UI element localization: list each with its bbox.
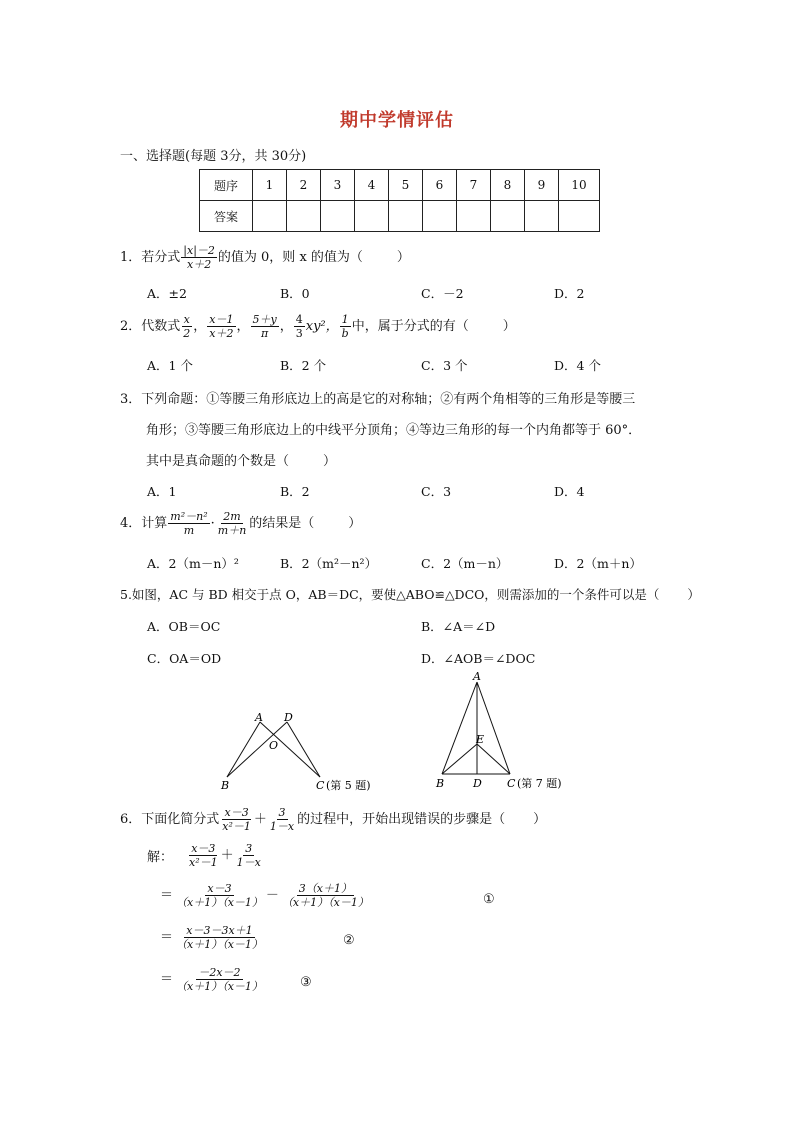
q5-option-d[interactable]: D．∠AOB＝∠DOC [421, 651, 536, 666]
step-marker-2: ② [343, 933, 355, 948]
q1-option-b[interactable]: B．0 [280, 286, 310, 301]
q4-option-a[interactable]: A．2（m－n）² [147, 556, 239, 571]
fig7-label-c: C [507, 777, 516, 790]
q1-option-c[interactable]: C．－2 [421, 286, 464, 301]
answer-cell-10[interactable] [559, 201, 600, 232]
q4-prefix: 4．计算 [120, 516, 168, 531]
table-cell-number: 6 [423, 170, 457, 201]
fig5-label-a: A [255, 711, 263, 724]
answer-cell-2[interactable] [287, 201, 321, 232]
q6-prefix: 6．下面化简分式 [120, 812, 220, 827]
q6-suffix: 的过程中，开始出现错误的步骤是（ [297, 812, 506, 827]
question-4: 4．计算 $\frac{\text{m²－n²}}{m}$ · $\frac{2m}{m+n}$ 的结果是（ ） [120, 510, 362, 537]
section-heading: 一、选择题(每题 3分，共 30分) [120, 149, 307, 164]
question-3-line-2: 角形；③等腰三角形底边上的中线平分顶角；④等边三角形的每一个内角都等于 60°． [146, 423, 642, 438]
answer-table [199, 169, 600, 232]
fig5-label-c: C [316, 779, 325, 792]
question-2: 2．代数式 $\frac{x}{2}$ ， $\frac{x-1}{x+2}$ ， $\frac{5+y}{\pi}$ ， $\frac{4}{3}$ xy²， $\frac{1}{b}$ 中，属于分式的有（ ） [120, 313, 516, 340]
figure-7 [428, 668, 578, 798]
q1-option-d[interactable]: D．2 [554, 286, 585, 301]
q6-step-1: ＝ $\frac{x-3}{(x+1)(x-1)}$ － $\frac{3(x+1)}{(x+1)(x-1)}$ [160, 882, 369, 909]
fig5-label-d: D [284, 711, 293, 724]
answer-cell-9[interactable] [525, 201, 559, 232]
fig5-label-o: O [269, 739, 279, 752]
q2-suffix: 中，属于分式的有（ [351, 319, 469, 334]
table-cell-number: 2 [287, 170, 321, 201]
table-cell-number: 10 [559, 170, 600, 201]
q4-option-b[interactable]: B．2（m²－n²） [280, 556, 378, 571]
q5-option-b[interactable]: B．∠A＝∠D [421, 619, 496, 634]
table-label-answer: 答案 [200, 201, 253, 232]
question-3-line-1: 3．下列命题：①等腰三角形底边上的高是它的对称轴；②有两个角相等的三角形是等腰三 [120, 392, 636, 407]
q1-prefix: 1．若分式 [120, 250, 181, 265]
step-marker-1: ① [483, 892, 495, 907]
answer-cell-5[interactable] [389, 201, 423, 232]
q6-step-2: ＝ $\frac{x-3-3x+1}{(x+1)(x-1)}$ [160, 924, 263, 951]
q3-option-a[interactable]: A．1 [147, 484, 177, 499]
q2-option-c[interactable]: C．3 个 [421, 358, 468, 373]
q2-prefix: 2．代数式 [120, 319, 181, 334]
question-1: 1．若分式 $\frac{|x|-2}{x+2}$ 的值为 0，则 x 的值为（ ） [120, 244, 410, 271]
answer-table-header-row [200, 170, 600, 201]
q4-option-c[interactable]: C．2（m－n） [421, 556, 509, 571]
question-3-line-3: 其中是真命题的个数是（ ） [146, 454, 337, 469]
q4-suffix: 的结果是（ [249, 516, 315, 531]
q6-solution-start: 解： $\frac{x-3}{\text{x²－1}}$ ＋ $\frac{3}{1-x}$ [147, 842, 261, 869]
q4-option-d[interactable]: D．2（m＋n） [554, 556, 642, 571]
fig7-label-a: A [473, 670, 481, 683]
q3-option-b[interactable]: B．2 [280, 484, 310, 499]
q1-fraction: $\frac{|x|-2}{x+2}$ [183, 244, 215, 271]
answer-cell-8[interactable] [491, 201, 525, 232]
q5-option-c[interactable]: C．OA＝OD [147, 651, 222, 666]
answer-cell-4[interactable] [355, 201, 389, 232]
solution-label: 解： [147, 850, 174, 865]
fig7-caption: (第 7 题) [517, 777, 562, 790]
table-label-number: 题序 [200, 170, 253, 201]
fig7-label-e: E [476, 733, 485, 746]
q3-option-d[interactable]: D．4 [554, 484, 585, 499]
answer-cell-1[interactable] [253, 201, 287, 232]
page-title: 期中学情评估 [340, 110, 454, 131]
table-cell-number: 8 [491, 170, 525, 201]
table-cell-number: 3 [321, 170, 355, 201]
question-6: 6．下面化简分式 $\frac{x-3}{\text{x²－1}}$ ＋ $\frac{3}{1-x}$ 的过程中，开始出现错误的步骤是（ ） [120, 806, 547, 833]
figure-5 [215, 705, 395, 800]
table-cell-number: 1 [253, 170, 287, 201]
q5-option-a[interactable]: A．OB＝OC [147, 619, 221, 634]
table-cell-number: 9 [525, 170, 559, 201]
q2-option-a[interactable]: A．1 个 [147, 358, 193, 373]
q1-suffix: 的值为 0，则 x 的值为（ [217, 250, 363, 265]
step-marker-3: ③ [300, 975, 312, 990]
fig5-caption: (第 5 题) [326, 779, 371, 792]
q2-option-b[interactable]: B．2 个 [280, 358, 327, 373]
question-5: 5.如图，AC 与 BD 相交于点 O，AB＝DC，要使△ABO≌△DCO，则需添加的一个条件可以是（ ） [120, 587, 700, 602]
answer-cell-6[interactable] [423, 201, 457, 232]
table-cell-number: 7 [457, 170, 491, 201]
fig7-label-b: B [436, 777, 445, 790]
answer-table-answer-row [200, 201, 600, 232]
table-cell-number: 5 [389, 170, 423, 201]
q6-step-3: ＝ $\frac{-2x-2}{(x+1)(x-1)}$ [160, 966, 263, 993]
q3-option-c[interactable]: C．3 [421, 484, 452, 499]
fig5-label-b: B [221, 779, 230, 792]
answer-cell-3[interactable] [321, 201, 355, 232]
table-cell-number: 4 [355, 170, 389, 201]
q2-option-d[interactable]: D．4 个 [554, 358, 601, 373]
fig7-label-d: D [473, 777, 482, 790]
q1-option-a[interactable]: A．±2 [147, 286, 187, 301]
answer-cell-7[interactable] [457, 201, 491, 232]
